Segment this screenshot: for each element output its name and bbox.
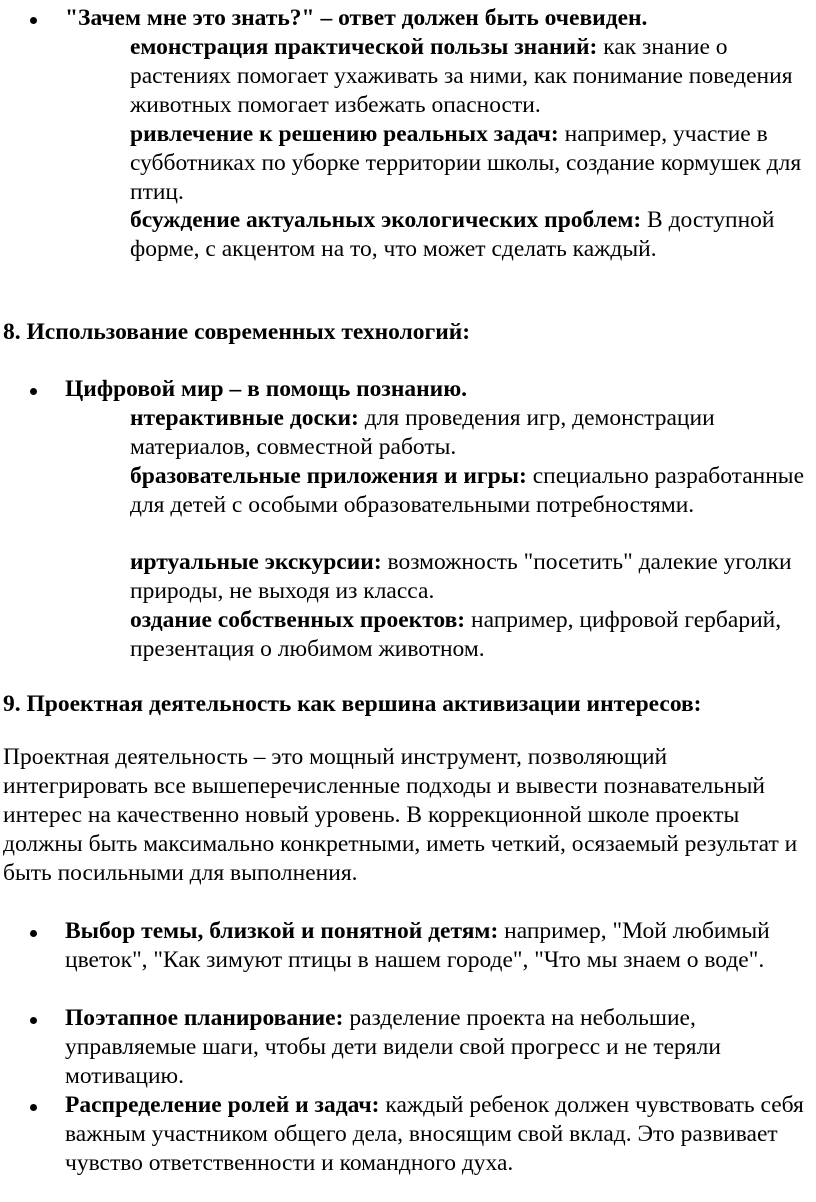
sub-item-text: например, цифровой гербарий, презентация о любимом животном. xyxy=(130,607,782,662)
sub-item-label: бсуждение актуальных экологических проблем: xyxy=(130,207,642,233)
sub-item-text: для проведения игр, демонстрации материалов, совместной работы. xyxy=(130,405,715,460)
bullet-text: каждый ребенок должен чувствовать себя важным участником общего дела, вносящим свой вклад. Это развивает чувство ответственности и командного духа. xyxy=(65,1092,804,1176)
bullet-label: Поэтапное планирование: xyxy=(65,1005,344,1031)
sub-item-label: бразовательные приложения и игры: xyxy=(130,463,527,489)
sub-item-real-tasks xyxy=(130,120,810,207)
bullet-text: например, "Мой любимый цветок", "Как зимуют птицы в нашем городе", "Что мы знаем о воде". xyxy=(65,918,770,973)
sub-item-eco-problems xyxy=(130,206,810,264)
sub-item-virtual-tours xyxy=(130,548,810,606)
bullet-dot-icon xyxy=(30,17,37,24)
sub-item-practical-benefit xyxy=(130,33,810,120)
sub-item-educational-apps xyxy=(130,462,810,520)
sub-item-label: ривлечение к решению реальных задач: xyxy=(130,121,559,147)
sub-item-label: емонстрация практической пользы знаний: xyxy=(130,34,598,60)
sub-item-text: как знание о растениях помогает ухаживать за ними, как понимание поведения животных помогает избежать опасности. xyxy=(130,34,793,118)
bullet-title: Цифровой мир – в помощь познанию. xyxy=(65,376,468,402)
bullet-dot-icon xyxy=(30,930,37,937)
bullet-dot-icon xyxy=(30,1017,37,1024)
bullet-label: Выбор темы, близкой и понятной детям: xyxy=(65,918,499,944)
section-heading-8: 8. Использование современных технологий: xyxy=(3,319,471,345)
sub-item-text: специально разработанные для детей с особыми образовательными потребностями. xyxy=(130,463,805,518)
bullet-text: разделение проекта на небольшие, управляемые шаги, чтобы дети видели свой прогресс и не теряли мотивацию. xyxy=(65,1005,721,1089)
bullet-title: "Зачем мне это знать?" – ответ должен быть очевиден. xyxy=(65,5,648,31)
sub-item-text: В доступной форме, с акцентом на то, что может сделать каждый. xyxy=(130,207,775,262)
bullet-dot-icon xyxy=(30,388,37,395)
sub-item-label: нтерактивные доски: xyxy=(130,405,359,431)
section-9-paragraph: Проектная деятельность – это мощный инструмент, позволяющий интегрировать все вышеперечисленные подходы и вывести познавательный интерес на качественно новый уровень. В коррекционной школе проекты должны быть максимально конкретными, иметь четкий, осязаемый результат и быть посильными для выполнения. xyxy=(3,744,798,886)
sub-item-text: возможность "посетить" далекие уголки природы, не выходя из класса. xyxy=(130,549,792,604)
sub-item-own-projects xyxy=(130,606,810,664)
bullet-label: Распределение ролей и задач: xyxy=(65,1092,380,1118)
section-heading-9: 9. Проектная деятельность как вершина активизации интересов: xyxy=(3,691,702,717)
bullet-dot-icon xyxy=(30,1104,37,1111)
sub-item-text: например, участие в субботниках по уборке территории школы, создание кормушек для птиц. xyxy=(130,121,802,205)
sub-item-label: иртуальные экскурсии: xyxy=(130,549,382,575)
sub-item-interactive-boards xyxy=(130,404,810,462)
sub-item-label: оздание собственных проектов: xyxy=(130,607,466,633)
